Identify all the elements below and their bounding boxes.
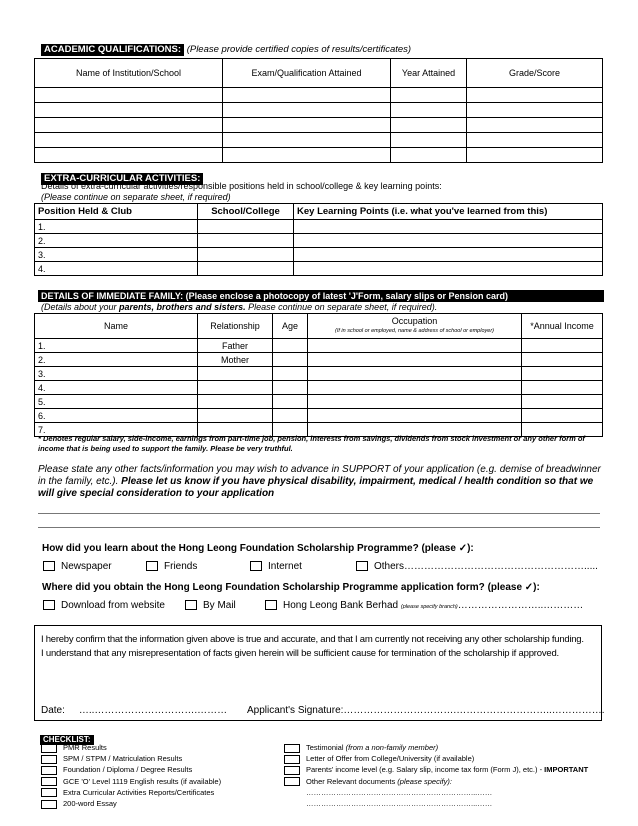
- others-checkbox[interactable]: [356, 561, 368, 571]
- bank-checkbox[interactable]: [265, 600, 277, 610]
- table-row: [35, 88, 603, 103]
- table-row: [35, 148, 603, 163]
- extra-line1: Details of extra-curricular activities/responsible positions held in school/college & key learning points:: [41, 181, 442, 191]
- extra-line2: (Please continue on separate sheet, if required): [41, 192, 231, 202]
- table-row: 6.: [35, 409, 603, 423]
- learn-question: How did you learn about the Hong Leong Foundation Scholarship Programme? (please ✓):: [42, 543, 474, 554]
- mail-checkbox[interactable]: [185, 600, 197, 610]
- table-row: [35, 133, 603, 148]
- family-heading: [38, 290, 604, 302]
- checklist-item[interactable]: 200-word Essay: [41, 798, 221, 809]
- col-exam: Exam/Qualification Attained: [223, 59, 391, 88]
- newspaper-checkbox[interactable]: [43, 561, 55, 571]
- col-occupation: Occupation (If in school or employed, name & address of school or employer): [308, 314, 522, 339]
- col-position: Position Held & Club: [35, 204, 198, 220]
- table-row: 1. Father: [35, 339, 603, 353]
- table-row: 3.: [35, 367, 603, 381]
- learn-internet[interactable]: Internet: [250, 561, 302, 572]
- table-row: 4.: [35, 381, 603, 395]
- obtain-website[interactable]: Download from website: [43, 600, 165, 611]
- family-table: [34, 313, 603, 437]
- col-institution: Name of Institution/School: [35, 59, 223, 88]
- col-relationship: Relationship: [198, 314, 273, 339]
- support-line-2[interactable]: [38, 527, 600, 528]
- checklist-item[interactable]: GCE 'O' Level 1119 English results (if available): [41, 776, 221, 787]
- learn-friends[interactable]: Friends: [146, 561, 197, 572]
- table-row: 3.: [35, 248, 603, 262]
- table-row: 1.: [35, 220, 603, 234]
- friends-checkbox[interactable]: [146, 561, 158, 571]
- col-name: Name: [35, 314, 198, 339]
- checklist-dots-line[interactable]: …………………………………………………………...……: [306, 787, 493, 797]
- family-title: DETAILS OF IMMEDIATE FAMILY: (Please enclose a photocopy of latest 'J'Form, salary slips or Pension card): [38, 290, 604, 302]
- academic-title: ACADEMIC QUALIFICATIONS:: [41, 44, 184, 56]
- obtain-mail[interactable]: By Mail: [185, 600, 236, 611]
- website-checkbox[interactable]: [43, 600, 55, 610]
- checklist-left: [41, 742, 221, 809]
- internet-checkbox[interactable]: [250, 561, 262, 571]
- table-row: 4.: [35, 262, 603, 276]
- checklist-item[interactable]: Extra Curricular Activities Reports/Certificates: [41, 787, 221, 798]
- checklist-item[interactable]: Foundation / Diploma / Degree Results: [41, 764, 221, 775]
- family-note: (Details about your parents, brothers and sisters. Please continue on separate sheet, if required).: [41, 302, 438, 312]
- support-line-1[interactable]: [38, 513, 600, 514]
- col-age: Age: [273, 314, 308, 339]
- checklist-item[interactable]: SPM / STPM / Matriculation Results: [41, 753, 221, 764]
- declaration-line2: I understand that any misrepresentation of facts given herein will be sufficient cause for termination of the scholarship if approved.: [41, 648, 559, 659]
- table-row: 2. Mother: [35, 353, 603, 367]
- table-row: [35, 103, 603, 118]
- checklist-title: CHECKLIST:: [40, 735, 94, 745]
- col-key-points: Key Learning Points (i.e. what you've learned from this): [294, 204, 603, 220]
- col-year: Year Attained: [391, 59, 467, 88]
- table-row: 7.: [35, 423, 603, 437]
- academic-table: [34, 58, 603, 163]
- obtain-bank[interactable]: Hong Leong Bank Berhad (please specify branch)……………………..…………: [265, 600, 583, 611]
- obtain-question: Where did you obtain the Hong Leong Foundation Scholarship Programme application form? (please ✓):: [42, 582, 540, 593]
- signature-field[interactable]: Applicant's Signature:…………………………….………………………..…………….: [247, 705, 605, 716]
- table-row: 2.: [35, 234, 603, 248]
- col-grade: Grade/Score: [467, 59, 603, 88]
- learn-newspaper[interactable]: Newspaper: [43, 561, 112, 572]
- date-field[interactable]: Date: …..………………………….………: [41, 705, 228, 716]
- extra-title: EXTRA-CURRICULAR ACTIVITIES:: [41, 173, 203, 185]
- family-footnote: * Denotes regular salary, side-income, earnings from part-time job, pension, interests from savings, dividends from stock investment or any other form of income that is being used to support the family. Please be very truthful.: [38, 434, 585, 453]
- col-school: School/College: [198, 204, 294, 220]
- col-annual-income: *Annual Income: [522, 314, 603, 339]
- academic-heading: [41, 44, 411, 56]
- learn-others[interactable]: Others……………………………………………….....: [356, 561, 598, 572]
- support-text: Please state any other facts/information you may wish to advance in SUPPORT of your application (e.g. demise of breadwinner in the family, etc.). Please let us know if you have physical disability, impairment, medical / health condition so that we will give special consideration to your application: [38, 464, 601, 499]
- extra-table: [34, 203, 603, 276]
- checklist-item[interactable]: Testimonial (from a non-family member): [284, 742, 588, 753]
- checklist-item[interactable]: Letter of Offer from College/University (if available): [284, 753, 588, 764]
- table-row: 5.: [35, 395, 603, 409]
- table-row: [35, 118, 603, 133]
- checklist-right: [284, 742, 588, 809]
- checklist-item[interactable]: Other Relevant documents (please specify):: [284, 776, 588, 787]
- academic-note: (Please provide certified copies of results/certificates): [186, 44, 412, 55]
- declaration-line1: I hereby confirm that the information given above is true and accurate, and that I am currently not receiving any other scholarship funding.: [41, 634, 584, 645]
- declaration-box: [34, 625, 605, 721]
- checklist-dots-line[interactable]: …………………………………………………………...……: [306, 799, 493, 809]
- checklist-item[interactable]: Parents' income level (e.g. Salary slip, income tax form (Form J), etc.) - IMPORTANT: [284, 764, 588, 775]
- checklist-item[interactable]: PMR Results: [41, 742, 221, 753]
